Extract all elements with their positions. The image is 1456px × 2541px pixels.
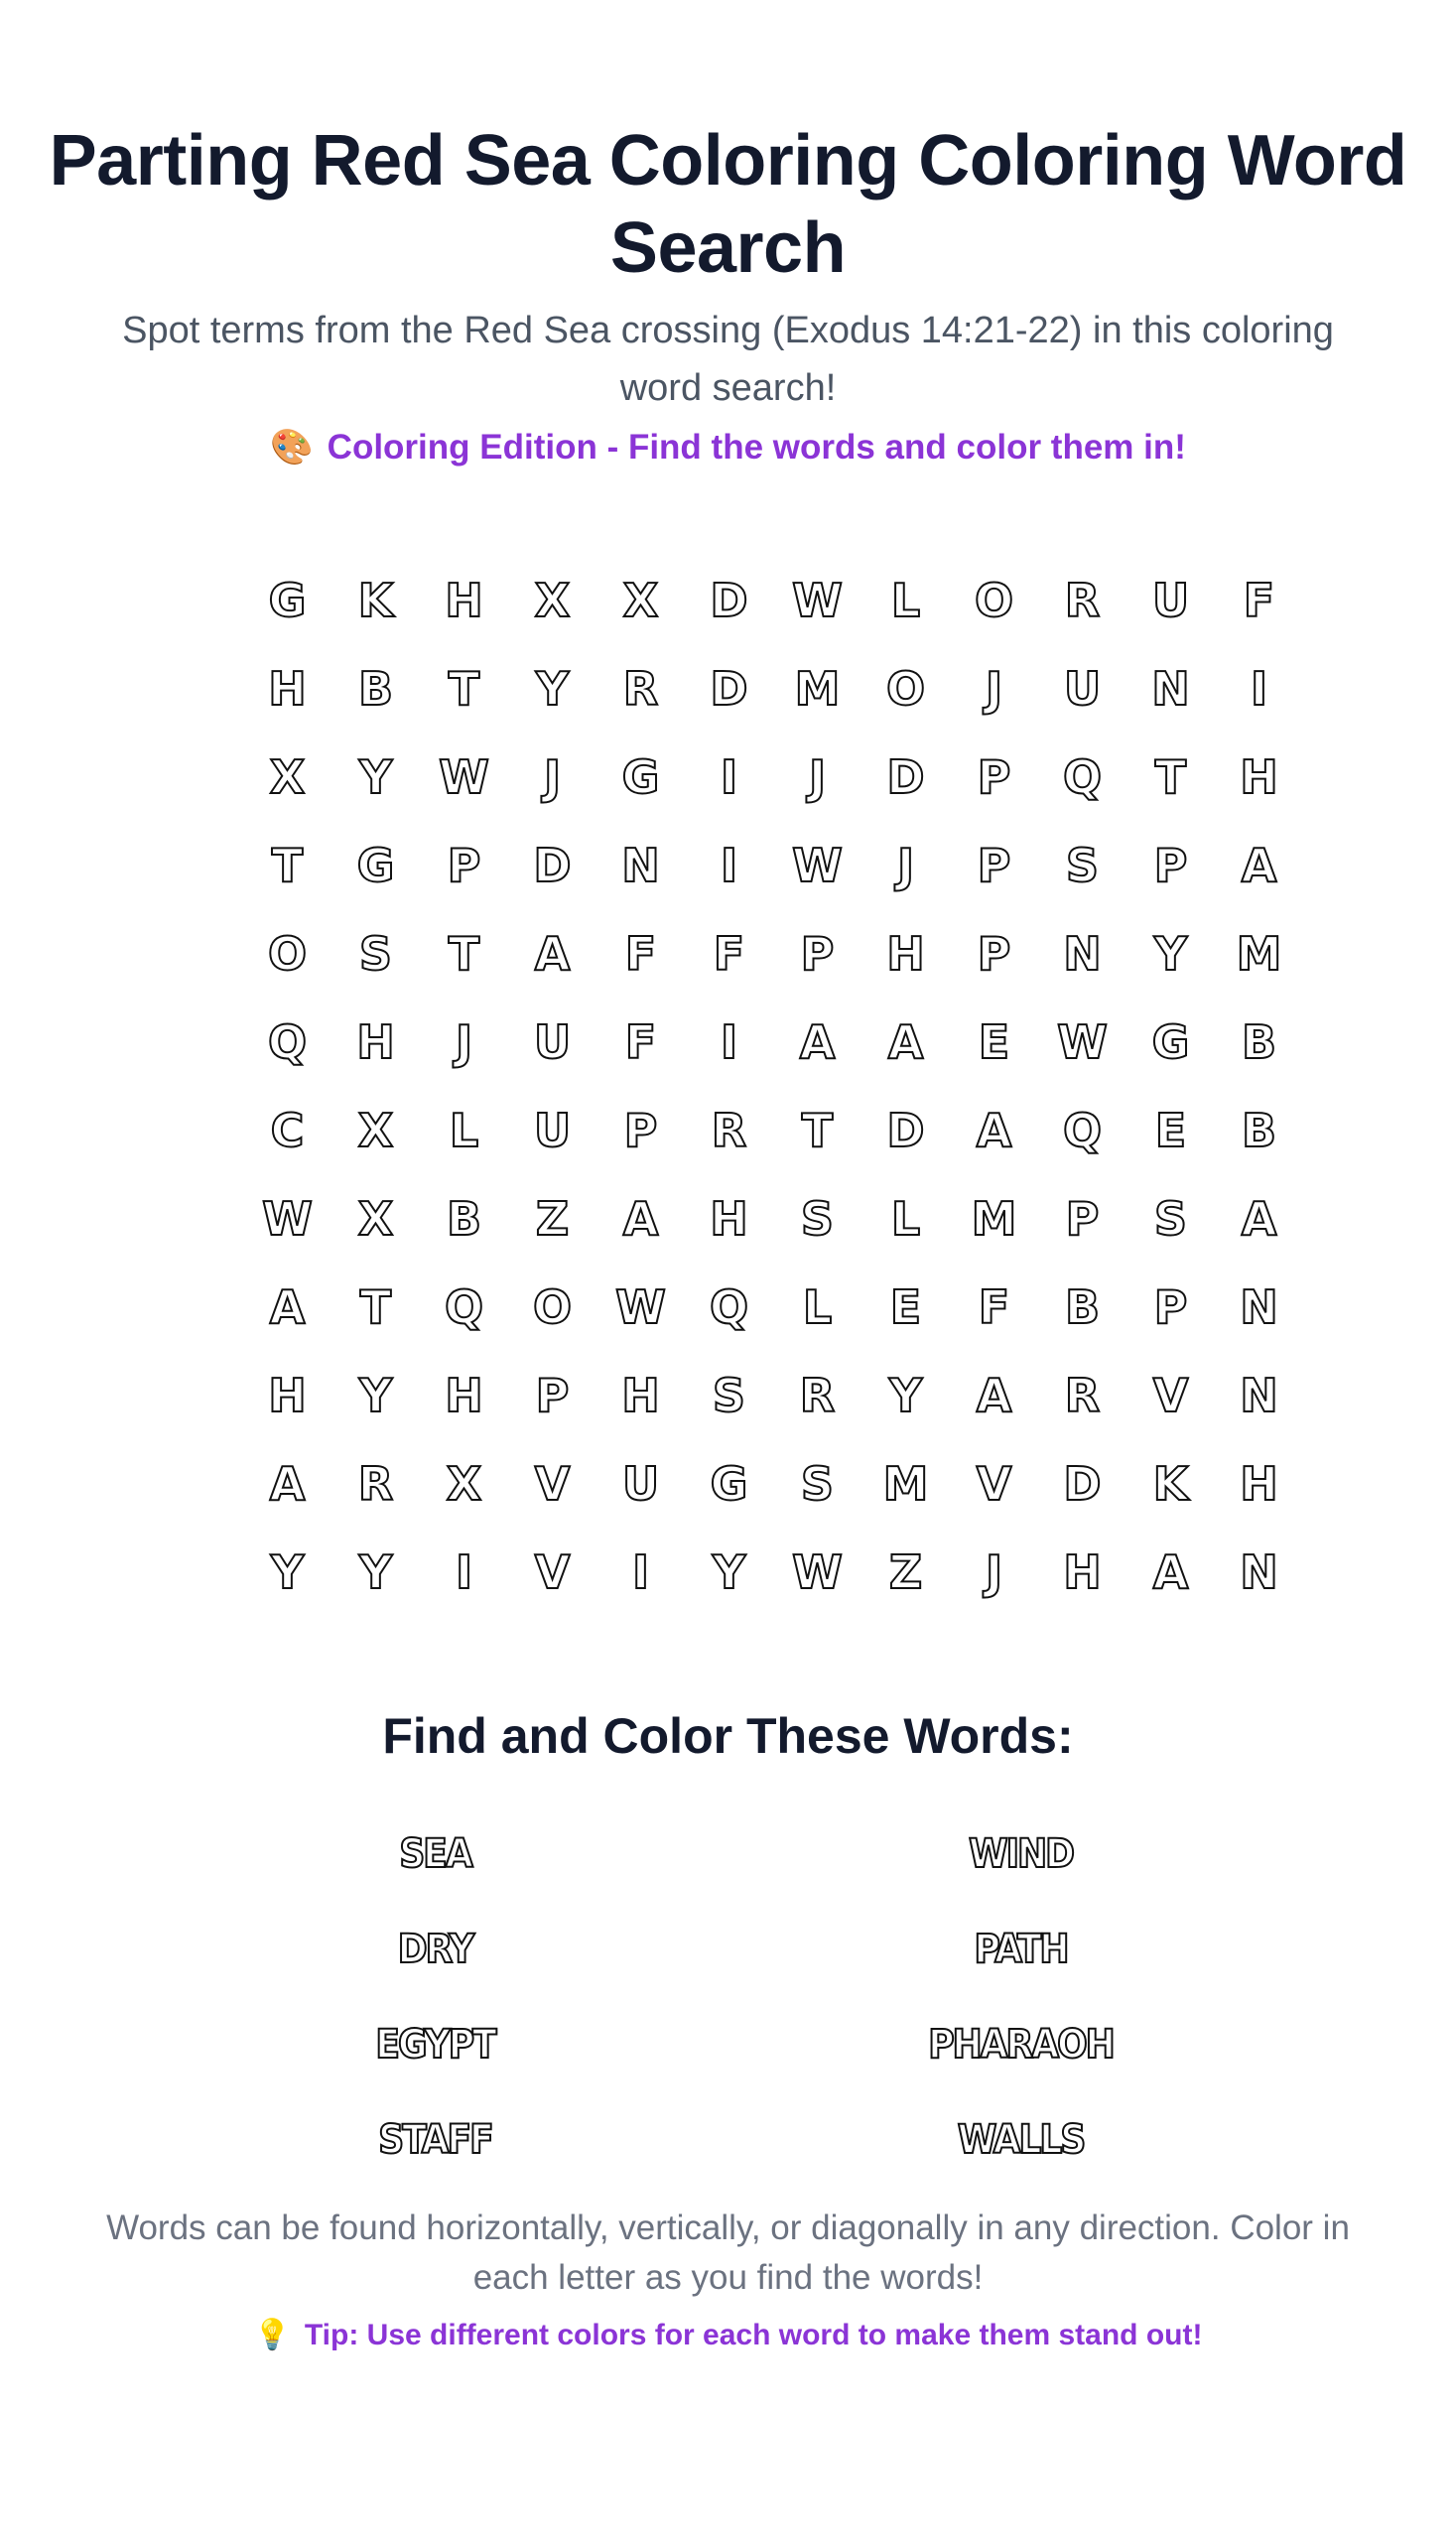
- grid-cell[interactable]: N: [1240, 1544, 1278, 1599]
- grid-cell[interactable]: R: [1064, 1368, 1101, 1422]
- word-list-item: DRY: [397, 1927, 473, 1972]
- grid-cell[interactable]: M: [1236, 926, 1282, 981]
- grid-cell[interactable]: O: [267, 926, 308, 981]
- grid-cell[interactable]: N: [1063, 926, 1102, 981]
- grid-cell[interactable]: Y: [1153, 926, 1188, 981]
- grid-cell[interactable]: G: [710, 1456, 748, 1511]
- grid-cell[interactable]: U: [1063, 661, 1102, 716]
- grid-cell[interactable]: M: [794, 661, 841, 716]
- grid-cell[interactable]: H: [710, 1191, 748, 1246]
- grid-cell[interactable]: W: [439, 749, 489, 804]
- grid-cell[interactable]: B: [446, 1191, 482, 1246]
- grid-cell[interactable]: Q: [267, 1014, 308, 1069]
- grid-cell[interactable]: J: [896, 838, 915, 892]
- grid-cell[interactable]: P: [1065, 1191, 1100, 1246]
- grid-cell[interactable]: X: [357, 1191, 394, 1246]
- grid-cell[interactable]: G: [1151, 1014, 1190, 1069]
- grid-cell[interactable]: Z: [535, 1191, 570, 1246]
- grid-cell[interactable]: U: [1151, 573, 1190, 627]
- grid-cell[interactable]: D: [886, 1103, 925, 1157]
- grid-cell[interactable]: D: [886, 749, 925, 804]
- grid-cell[interactable]: P: [447, 838, 481, 892]
- grid-cell[interactable]: S: [712, 1368, 746, 1422]
- grid-cell[interactable]: B: [1241, 1103, 1277, 1157]
- grid-cell[interactable]: D: [710, 573, 748, 627]
- grid-cell[interactable]: H: [445, 1368, 483, 1422]
- grid-cell[interactable]: A: [976, 1103, 1012, 1157]
- grid-cell[interactable]: V: [1152, 1368, 1189, 1422]
- grid-cell[interactable]: H: [1240, 749, 1278, 804]
- grid-cell[interactable]: W: [792, 1544, 843, 1599]
- grid-cell[interactable]: V: [534, 1456, 571, 1511]
- grid-cell[interactable]: P: [535, 1368, 570, 1422]
- grid-cell[interactable]: T: [801, 1103, 834, 1157]
- grid-cell[interactable]: M: [971, 1191, 1017, 1246]
- grid-cell[interactable]: R: [799, 1368, 836, 1422]
- grid-cell[interactable]: H: [1240, 1456, 1278, 1511]
- grid-cell[interactable]: B: [1241, 1014, 1277, 1069]
- grid-cell[interactable]: F: [624, 926, 657, 981]
- grid-cell[interactable]: G: [356, 838, 395, 892]
- grid-cell[interactable]: X: [534, 573, 571, 627]
- grid-cell[interactable]: P: [623, 1103, 658, 1157]
- grid-cell[interactable]: R: [622, 661, 659, 716]
- grid-cell[interactable]: U: [533, 1014, 572, 1069]
- page-subtitle: Spot terms from the Red Sea crossing (Exodus 14:21-22) in this coloring word search!: [122, 310, 1334, 409]
- grid-cell[interactable]: N: [621, 838, 660, 892]
- grid-cell[interactable]: I: [720, 749, 738, 804]
- edition-text: Coloring Edition - Find the words and color them in!: [327, 428, 1186, 467]
- word-list-item: WALLS: [957, 2117, 1085, 2163]
- word-list-item: EGYPT: [375, 2022, 495, 2068]
- grid-cell[interactable]: H: [356, 1014, 395, 1069]
- grid-cell[interactable]: W: [792, 573, 843, 627]
- grid-cell[interactable]: A: [534, 926, 571, 981]
- grid-cell[interactable]: S: [800, 1456, 835, 1511]
- grid-cell[interactable]: A: [269, 1279, 306, 1334]
- grid-cell[interactable]: T: [1154, 749, 1187, 804]
- grid-cell[interactable]: W: [615, 1279, 666, 1334]
- grid-cell[interactable]: D: [533, 838, 572, 892]
- grid-cell[interactable]: I: [631, 1544, 650, 1599]
- grid-cell[interactable]: J: [985, 1544, 1003, 1599]
- word-list-item: SEA: [399, 1831, 471, 1877]
- grid-cell[interactable]: B: [1064, 1279, 1101, 1334]
- grid-cell[interactable]: A: [1152, 1544, 1189, 1599]
- instructions-text: Words can be found horizontally, vertically, or diagonally in any direction. Color in each letter as you find the words!: [106, 2208, 1350, 2297]
- grid-cell[interactable]: V: [534, 1544, 571, 1599]
- grid-cell[interactable]: Y: [712, 1544, 746, 1599]
- grid-cell[interactable]: X: [446, 1456, 482, 1511]
- grid-cell[interactable]: A: [622, 1191, 659, 1246]
- grid-cell[interactable]: Q: [1062, 749, 1103, 804]
- grid-cell[interactable]: H: [445, 573, 483, 627]
- grid-cell[interactable]: J: [543, 749, 562, 804]
- grid-cell[interactable]: J: [455, 1014, 473, 1069]
- grid-cell[interactable]: A: [1241, 838, 1277, 892]
- page-title: Parting Red Sea Coloring Coloring Word Search: [49, 121, 1407, 288]
- word-list-item: WIND: [968, 1831, 1074, 1877]
- grid-cell[interactable]: G: [268, 573, 307, 627]
- tip-banner: [0, 2318, 1456, 2352]
- grid-cell[interactable]: R: [711, 1103, 747, 1157]
- grid-cell[interactable]: F: [713, 926, 745, 981]
- grid-cell[interactable]: Q: [1062, 1103, 1103, 1157]
- grid-cell[interactable]: T: [448, 926, 480, 981]
- grid-cell[interactable]: A: [269, 1456, 306, 1511]
- word-list-item: STAFF: [378, 2117, 492, 2163]
- grid-cell[interactable]: H: [268, 1368, 307, 1422]
- grid-cell[interactable]: O: [885, 661, 926, 716]
- grid-cell[interactable]: O: [974, 573, 1014, 627]
- grid-cell[interactable]: P: [977, 926, 1011, 981]
- letter-grid: [243, 556, 1303, 1616]
- grid-cell[interactable]: K: [357, 573, 394, 627]
- lightbulb-icon: 💡: [253, 2319, 291, 2351]
- grid-cell[interactable]: P: [977, 749, 1011, 804]
- grid-cell[interactable]: E: [1154, 1103, 1187, 1157]
- word-list: [0, 1806, 1456, 2188]
- grid-cell[interactable]: J: [985, 661, 1003, 716]
- tip-text: Tip: Use different colors for each word to make them stand out!: [304, 2319, 1203, 2351]
- grid-cell[interactable]: Y: [358, 749, 393, 804]
- grid-cell[interactable]: H: [886, 926, 925, 981]
- grid-cell[interactable]: H: [268, 661, 307, 716]
- palette-icon: 🎨: [270, 428, 314, 467]
- grid-cell[interactable]: S: [1065, 838, 1100, 892]
- grid-cell[interactable]: Y: [270, 1544, 305, 1599]
- grid-cell[interactable]: W: [792, 838, 843, 892]
- grid-cell[interactable]: X: [622, 573, 659, 627]
- grid-cell[interactable]: N: [1240, 1368, 1278, 1422]
- grid-cell[interactable]: Q: [709, 1279, 749, 1334]
- grid-cell[interactable]: N: [1240, 1279, 1278, 1334]
- grid-cell[interactable]: I: [1250, 661, 1268, 716]
- grid-cell[interactable]: U: [533, 1103, 572, 1157]
- edition-banner: [0, 427, 1456, 468]
- grid-cell[interactable]: Y: [535, 661, 570, 716]
- grid-cell[interactable]: E: [978, 1014, 1010, 1069]
- grid-cell[interactable]: R: [357, 1456, 394, 1511]
- grid-cell[interactable]: Q: [444, 1279, 484, 1334]
- grid-cell[interactable]: Y: [358, 1368, 393, 1422]
- grid-cell[interactable]: Y: [358, 1544, 393, 1599]
- grid-cell[interactable]: H: [621, 1368, 660, 1422]
- grid-cell[interactable]: A: [1241, 1191, 1277, 1246]
- grid-cell[interactable]: V: [976, 1456, 1012, 1511]
- grid-cell[interactable]: P: [800, 926, 835, 981]
- grid-cell[interactable]: F: [978, 1279, 1010, 1334]
- grid-cell[interactable]: R: [1064, 573, 1101, 627]
- grid-cell[interactable]: X: [357, 1103, 394, 1157]
- grid-cell[interactable]: L: [802, 1279, 833, 1334]
- grid-cell[interactable]: Z: [888, 1544, 923, 1599]
- grid-cell[interactable]: J: [808, 749, 827, 804]
- grid-cell[interactable]: I: [720, 1014, 738, 1069]
- word-list-item: PHARAOH: [928, 2022, 1114, 2068]
- word-list-item: PATH: [974, 1927, 1068, 1972]
- grid-cell[interactable]: N: [1151, 661, 1190, 716]
- grid-cell[interactable]: G: [621, 749, 660, 804]
- grid-cell[interactable]: E: [889, 1279, 922, 1334]
- grid-cell[interactable]: F: [624, 1014, 657, 1069]
- grid-cell[interactable]: P: [977, 838, 1011, 892]
- word-list-title: Find and Color These Words:: [382, 1708, 1074, 1764]
- grid-cell[interactable]: T: [448, 661, 480, 716]
- grid-cell[interactable]: S: [358, 926, 393, 981]
- grid-cell[interactable]: H: [1063, 1544, 1102, 1599]
- grid-cell[interactable]: F: [1243, 573, 1275, 627]
- grid-cell[interactable]: A: [799, 1014, 836, 1069]
- grid-cell[interactable]: Y: [888, 1368, 923, 1422]
- grid-cell[interactable]: O: [532, 1279, 573, 1334]
- grid-cell[interactable]: W: [262, 1191, 313, 1246]
- grid-cell[interactable]: T: [271, 838, 304, 892]
- grid-cell[interactable]: S: [800, 1191, 835, 1246]
- grid-cell[interactable]: T: [359, 1279, 392, 1334]
- grid-cell[interactable]: D: [710, 661, 748, 716]
- grid-cell[interactable]: B: [357, 661, 394, 716]
- grid-cell[interactable]: A: [887, 1014, 924, 1069]
- grid-cell[interactable]: A: [976, 1368, 1012, 1422]
- grid-cell[interactable]: M: [882, 1456, 929, 1511]
- grid-cell[interactable]: K: [1152, 1456, 1189, 1511]
- grid-cell[interactable]: W: [1057, 1014, 1108, 1069]
- grid-cell[interactable]: C: [270, 1103, 305, 1157]
- grid-cell[interactable]: X: [269, 749, 306, 804]
- grid-cell[interactable]: I: [455, 1544, 473, 1599]
- grid-cell[interactable]: D: [1063, 1456, 1102, 1511]
- grid-cell[interactable]: P: [1153, 838, 1188, 892]
- grid-cell[interactable]: L: [890, 1191, 921, 1246]
- grid-cell[interactable]: L: [449, 1103, 479, 1157]
- grid-cell[interactable]: U: [621, 1456, 660, 1511]
- grid-cell[interactable]: S: [1153, 1191, 1188, 1246]
- grid-cell[interactable]: L: [890, 573, 921, 627]
- grid-cell[interactable]: P: [1153, 1279, 1188, 1334]
- grid-cell[interactable]: I: [720, 838, 738, 892]
